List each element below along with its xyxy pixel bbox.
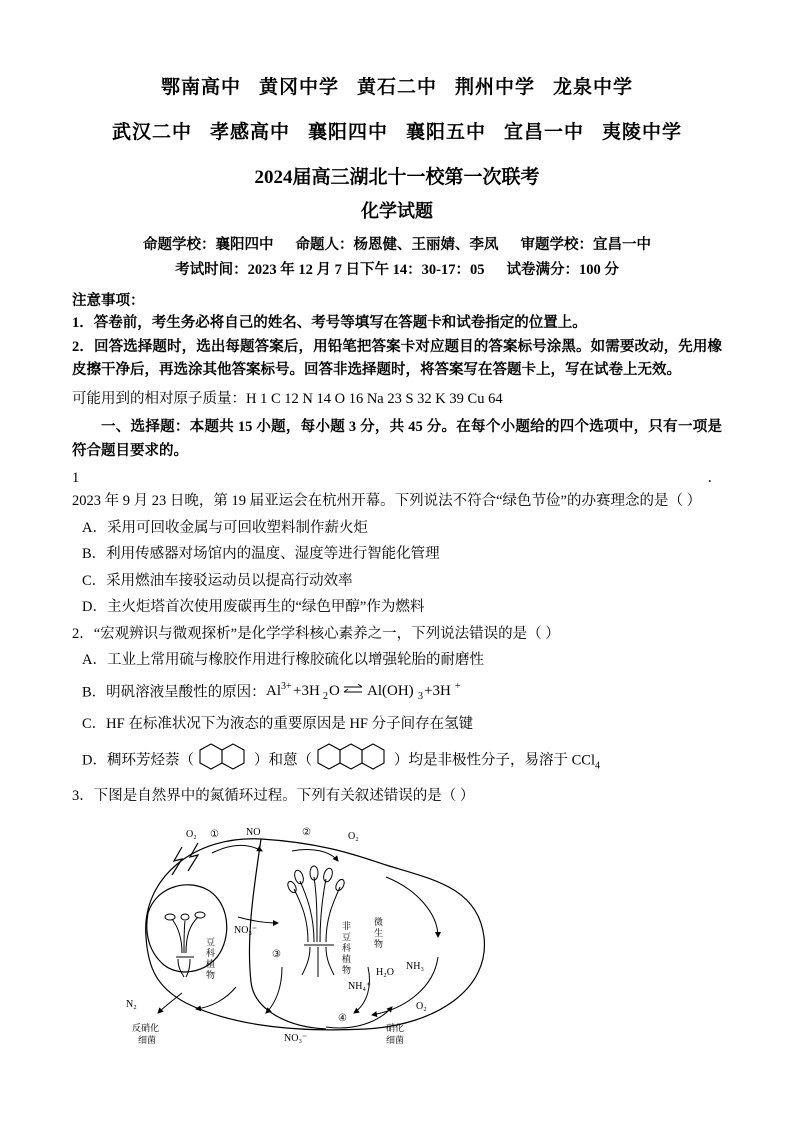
school-name: 鄂南高中 <box>160 77 241 98</box>
option-d-mid: ）和蒽（ <box>253 752 312 769</box>
question-2-stem <box>72 623 722 646</box>
school-name: 孝感高中 <box>209 122 290 143</box>
school-name: 宜昌一中 <box>504 122 585 143</box>
school-name: 荆州中学 <box>455 77 536 98</box>
label-o2-top: O₂ <box>186 828 197 840</box>
section-1-heading <box>72 416 722 462</box>
label-h2o: H₂O <box>376 966 394 978</box>
question-2-number: 2． <box>72 625 94 642</box>
page-content <box>72 72 722 1052</box>
svg-text:+3H: +3H <box>292 682 320 699</box>
reviewer-school-value: 宜昌一中 <box>593 237 651 253</box>
subject-title: 化学试题 <box>361 201 433 221</box>
svg-text:物: 物 <box>342 964 352 975</box>
svg-text:豆: 豆 <box>342 931 352 942</box>
school-name: 黄石二中 <box>356 77 437 98</box>
full-score-label: 试卷满分： <box>506 262 579 278</box>
svg-text:细菌: 细菌 <box>386 1034 405 1045</box>
question-2-option-d <box>82 740 722 782</box>
svg-text:物: 物 <box>206 969 216 980</box>
legume-plant-icon <box>165 912 205 977</box>
question-3-number: 3． <box>72 788 94 805</box>
svg-text:2: 2 <box>322 690 328 702</box>
notice-item-1: 1．答卷前，考生务必将自己的姓名、考号等填写在答题卡和试卷指定的位置上。 <box>72 315 587 331</box>
question-2-text: “宏观辨识与微观探析”是化学学科核心素养之一，下列说法错误的是（ ） <box>93 625 560 642</box>
label-n2-left: N₂ <box>126 998 137 1010</box>
label-o2-right: O₂ <box>348 830 359 842</box>
school-line-1 <box>72 72 722 99</box>
label-circle-1: ① <box>210 828 219 840</box>
meta-proposer-line <box>72 233 722 254</box>
school-name: 龙泉中学 <box>553 77 634 98</box>
svg-text:+: + <box>454 680 461 692</box>
label-nitrify: 硝化 <box>386 1022 405 1033</box>
option-b-text: B．明矾溶液呈酸性的原因： <box>82 684 266 701</box>
exam-time-label: 考试时间： <box>175 262 248 278</box>
question-3-text: 下图是自然界中的氮循环过程。下列有关叙述错误的是（ ） <box>93 788 475 805</box>
proposer-school-value: 襄阳四中 <box>215 237 274 253</box>
question-1-text: 2023 年 9 月 23 日晚，第 19 届亚运会在杭州开幕。下列说法不符合“绿色节俭”的办赛理念的是（ ） <box>72 493 702 510</box>
school-name: 襄阳四中 <box>307 122 388 143</box>
question-3-stem <box>72 785 722 808</box>
full-score-value: 100 分 <box>578 262 619 278</box>
svg-text:科: 科 <box>206 947 216 958</box>
school-name: 武汉二中 <box>111 122 192 143</box>
svg-text:植: 植 <box>206 958 216 969</box>
lightning-icon <box>172 843 198 875</box>
svg-text:3: 3 <box>417 690 423 702</box>
school-name: 黄冈中学 <box>258 77 339 98</box>
svg-text:物: 物 <box>374 938 384 949</box>
svg-text:Al: Al <box>265 682 281 699</box>
question-1-stem <box>72 467 722 514</box>
nonlegume-plant-icon <box>286 866 346 977</box>
question-1-option-c: C．采用燃油车接驳运动员以提高行动效率 <box>82 572 353 589</box>
svg-text:科: 科 <box>342 942 352 953</box>
question-1-option-b: B．利用传感器对场馆内的温度、湿度等进行智能化管理 <box>82 546 440 563</box>
nitrogen-cycle-figure <box>86 817 566 1052</box>
label-microbe: 微 <box>374 916 384 927</box>
nitrogen-cycle-svg <box>86 817 556 1047</box>
section-1-text: 本题共 15 小题，每小题 3 分，共 45 分。在每个小题给的四个选项中，只有一项是符合题目要求的。 <box>72 419 723 459</box>
notice-item-2: 2．回答选择题时，选出每题答案后，用铅笔把答案卡对应题目的答案标号涂黑。如需要改动，先用橡皮擦干净后，再选涂其他答案标号。回答非选择题时，将答案写在答题卡上，写在试卷上无效。 <box>72 339 722 378</box>
proposer-label: 命题人： <box>295 237 354 253</box>
exam-time-value: 2023 年 12 月 7 日下午 14：30-17：05 <box>247 262 485 278</box>
option-d-pre: D．稠环芳烃萘（ <box>82 752 194 769</box>
reviewer-school-label: 审题学校： <box>520 237 593 253</box>
anthracene-structure-icon <box>315 740 391 782</box>
page-title: 2024届高三湖北十一校第一次联考 <box>254 167 540 188</box>
question-2-option-b <box>82 676 722 710</box>
school-name: 夷陵中学 <box>602 122 683 143</box>
question-2-option-a: A．工业上常用硫与橡胶作用进行橡胶硫化以增强轮胎的耐磨性 <box>82 652 484 669</box>
svg-text:3+: 3+ <box>280 680 292 692</box>
section-1-prefix: 一、选择题： <box>101 419 190 436</box>
svg-text:Al(OH): Al(OH) <box>366 682 414 699</box>
svg-text:O: O <box>328 682 340 699</box>
nonlegume-plant-label: 非 <box>342 920 352 931</box>
school-name: 襄阳五中 <box>406 122 487 143</box>
svg-text:细菌: 细菌 <box>138 1034 157 1045</box>
proposer-value: 杨恩健、王丽婧、李凤 <box>353 237 499 253</box>
label-denitrify: 反硝化 <box>132 1022 160 1033</box>
label-no3-bottom: NO₃⁻ <box>284 1032 308 1044</box>
svg-text:生: 生 <box>374 927 384 938</box>
question-1-option-a: A．采用可回收金属与可回收塑料制作薪火炬 <box>82 519 368 536</box>
label-nh4: NH₄⁺ <box>348 980 372 992</box>
naphthalene-structure-icon <box>197 740 251 782</box>
svg-text:+3H: +3H <box>423 682 451 699</box>
legume-plant-label: 豆 <box>206 936 216 947</box>
label-circle-3: ③ <box>272 948 281 960</box>
label-o2-mid: O₂ <box>416 1000 427 1012</box>
option-d-post: ）均是非极性分子，易溶于 CCl <box>393 752 595 769</box>
svg-text:植: 植 <box>342 953 352 964</box>
school-line-2 <box>72 117 722 144</box>
label-nh3: NH₃ <box>406 960 424 972</box>
question-2-option-c: C．HF 在标准状况下为液态的重要原因是 HF 分子间存在氢键 <box>82 716 474 733</box>
notice-title: 注意事项： <box>72 293 145 309</box>
label-no3-left: NO₃⁻ <box>234 924 258 936</box>
proposer-school-label: 命题学校： <box>143 237 216 253</box>
alum-hydrolysis-equation <box>266 676 476 710</box>
label-circle-2: ② <box>302 826 311 838</box>
question-1-option-d: D．主火炬塔首次使用废碳再生的“绿色甲醇”作为燃料 <box>82 599 425 616</box>
option-d-sub: 4 <box>594 760 601 772</box>
atomic-mass-line: 可能用到的相对原子质量：H 1 C 12 N 14 O 16 Na 23 S 32 K 39 Cu 64 <box>72 391 503 408</box>
label-circle-4: ④ <box>338 1012 347 1024</box>
meta-exam-line <box>72 258 722 279</box>
question-1-number: 1． <box>72 469 722 486</box>
label-no: NO <box>246 826 261 838</box>
